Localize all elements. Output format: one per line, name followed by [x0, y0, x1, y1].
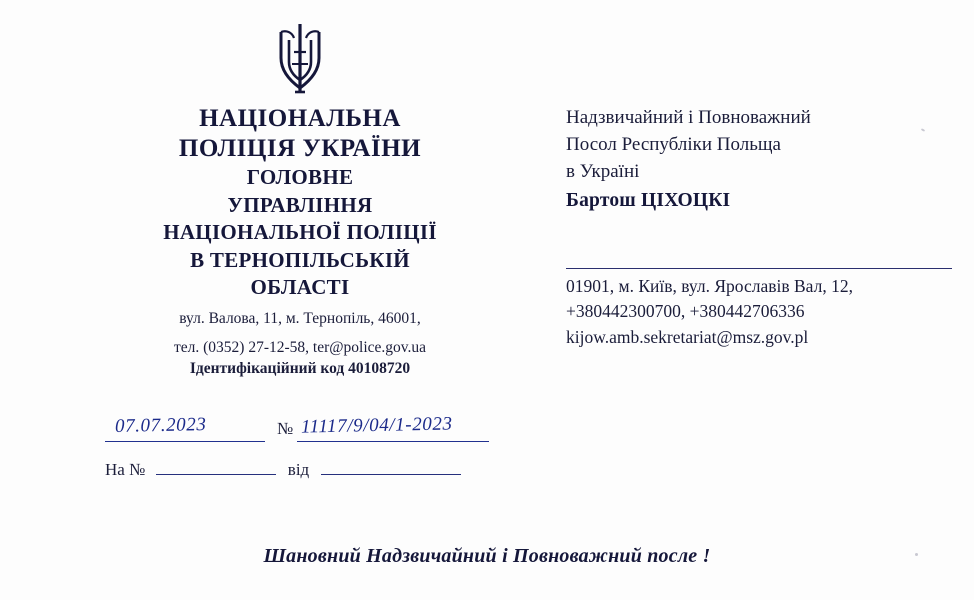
org-name-line-4: УПРАВЛІННЯ	[227, 192, 373, 217]
reference-number-label: На №	[105, 460, 146, 479]
contact-email-line: kijow.amb.sekretariat@msz.gov.pl	[566, 326, 809, 347]
registration-number-rule	[297, 441, 489, 442]
addressee-line-2: Посол Республіки Польща	[566, 133, 781, 155]
salutation-text: Шановний Надзвичайний і Повноважний после !	[263, 545, 711, 567]
letterhead-address-line-2: тел. (0352) 27-12-58, ter@police.gov.ua	[173, 338, 427, 356]
org-name-line-6: В ТЕРНОПІЛЬСЬКІЙ	[190, 247, 410, 272]
ukrainian-trident-coat-of-arms-icon	[270, 18, 330, 98]
org-name-line-5: НАЦІОНАЛЬНОЇ ПОЛІЦІЇ	[163, 220, 437, 245]
addressee-name: Бартош ЦІХОЦКІ	[566, 189, 731, 211]
scan-artifact	[915, 553, 918, 556]
reference-date-label: від	[287, 460, 310, 479]
org-name-line-7: ОБЛАСТІ	[250, 275, 350, 300]
org-name-line-2: ПОЛІЦІЯ УКРАЇНИ	[178, 134, 422, 162]
registration-date-rule	[105, 441, 265, 442]
org-name-line-1: НАЦІОНАЛЬНА	[199, 105, 401, 132]
addressee-line-1: Надзвичайний і Повноважний	[566, 107, 811, 128]
addressee-contact-block	[566, 274, 958, 350]
reference-row	[105, 458, 525, 480]
registration-date-value: 07.07.2023	[114, 414, 207, 437]
contact-address-line: 01901, м. Київ, вул. Ярославів Вал, 12,	[566, 276, 853, 296]
org-name-line-3: ГОЛОВНЕ	[246, 165, 354, 189]
reference-date-blank	[321, 458, 461, 475]
addressee-divider	[566, 268, 952, 269]
letterhead-address-line-1: вул. Валова, 11, м. Тернопіль, 46001,	[179, 310, 421, 328]
registration-number-label: №	[277, 419, 294, 438]
addressee-block	[566, 105, 946, 215]
letterhead-identification-code: Ідентифікаційний код 40108720	[189, 359, 411, 377]
addressee-line-3: в Україні	[566, 160, 640, 182]
registration-number-value: 11117/9/04/1-2023	[300, 413, 453, 438]
contact-phone-line: +380442300700, +380442706336	[566, 301, 805, 322]
reference-number-blank	[156, 458, 276, 475]
registration-row	[105, 415, 525, 445]
letterhead-block	[100, 18, 500, 378]
